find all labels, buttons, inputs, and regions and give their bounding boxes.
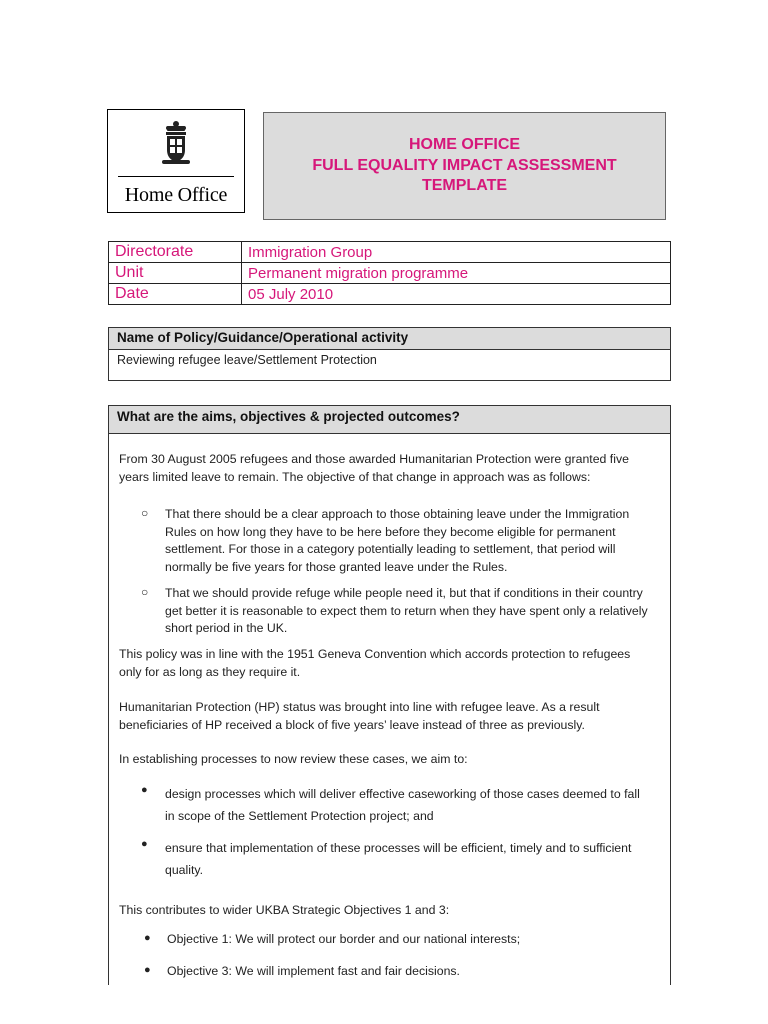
establishing-paragraph: In establishing processes to now review these cases, we aim to: (119, 752, 468, 766)
details-table (108, 241, 671, 305)
text-line: From 30 August 2005 refugees and those awarded Humanitarian Protection were granted five (119, 452, 629, 466)
strategic-objective-3: Objective 3: We will implement fast and fair decisions. (167, 964, 460, 978)
title-line: TEMPLATE (421, 177, 508, 195)
document-title (263, 112, 666, 220)
geneva-paragraph (119, 646, 630, 681)
bullet-icon: ● (144, 964, 151, 976)
logo-wordmark: Home Office (124, 184, 228, 206)
intro-paragraph (119, 451, 629, 486)
aim-1-paragraph (165, 783, 640, 827)
unit-value: Permanent migration programme (242, 263, 671, 284)
title-line: HOME OFFICE (408, 136, 521, 154)
table-row (109, 263, 671, 284)
table-row (109, 242, 671, 263)
royal-crest-icon (158, 120, 194, 168)
text-line: This policy was in line with the 1951 Geneva Convention which accords protection to refugees (119, 647, 631, 661)
text-line: get better it is reasonable to expect them to return when they have spent only a relatively (165, 603, 648, 618)
aims-section (108, 405, 671, 985)
text-line: years limited leave to remain. The objective of that change in approach was as follows: (119, 469, 591, 484)
text-line: That there should be a clear approach to those obtaining leave under the Immigration (165, 507, 630, 521)
directorate-value: Immigration Group (242, 242, 671, 263)
text-line: short period in the UK. (165, 621, 288, 635)
circle-bullet-icon: ○ (141, 585, 149, 599)
circle-bullet-icon: ○ (141, 506, 149, 520)
objective-1-paragraph (165, 506, 629, 576)
bullet-icon: ● (144, 932, 151, 944)
objective-2-paragraph (165, 585, 648, 638)
hp-paragraph (119, 699, 600, 734)
text-line: That we should provide refuge while people need it, but that if conditions in their country (165, 586, 643, 600)
unit-label: Unit (109, 263, 242, 284)
table-row (109, 284, 671, 305)
text-line: Rules on how long they have to be here before they become eligible for permanent (165, 524, 616, 539)
text-line: quality. (165, 863, 204, 877)
bullet-icon: ● (141, 838, 148, 850)
text-line: Humanitarian Protection (HP) status was brought into line with refugee leave. As a result (119, 700, 600, 714)
policy-heading: Name of Policy/Guidance/Operational activity (109, 328, 670, 350)
strategic-objective-1: Objective 1: We will protect our border and our national interests; (167, 932, 521, 946)
policy-section (108, 327, 671, 381)
text-line: only for as long as they require it. (119, 664, 301, 679)
home-office-logo (107, 109, 245, 213)
date-label: Date (109, 284, 242, 305)
logo-divider (118, 176, 234, 177)
directorate-label: Directorate (109, 242, 242, 263)
text-line: ensure that implementation of these processes will be efficient, timely and to sufficient (165, 841, 632, 855)
title-line: FULL EQUALITY IMPACT ASSESSMENT (312, 156, 617, 174)
text-line: settlement. For those in a category potentially leading to settlement, that period will (165, 542, 616, 556)
text-line: in scope of the Settlement Protection project; and (165, 809, 434, 823)
aims-heading: What are the aims, objectives & projected outcomes? (109, 406, 670, 434)
aim-2-paragraph (165, 837, 631, 881)
date-value: 05 July 2010 (242, 284, 671, 305)
bullet-icon: ● (141, 784, 148, 796)
text-line: beneficiaries of HP received a block of five years’ leave instead of three as previously. (119, 717, 585, 732)
contributes-paragraph: This contributes to wider UKBA Strategic Objectives 1 and 3: (119, 903, 450, 917)
text-line: design processes which will deliver effective caseworking of those cases deemed to fall (165, 787, 640, 801)
text-line: normally be five years for those granted leave under the Rules. (165, 559, 508, 574)
policy-value: Reviewing refugee leave/Settlement Protection (117, 353, 377, 367)
